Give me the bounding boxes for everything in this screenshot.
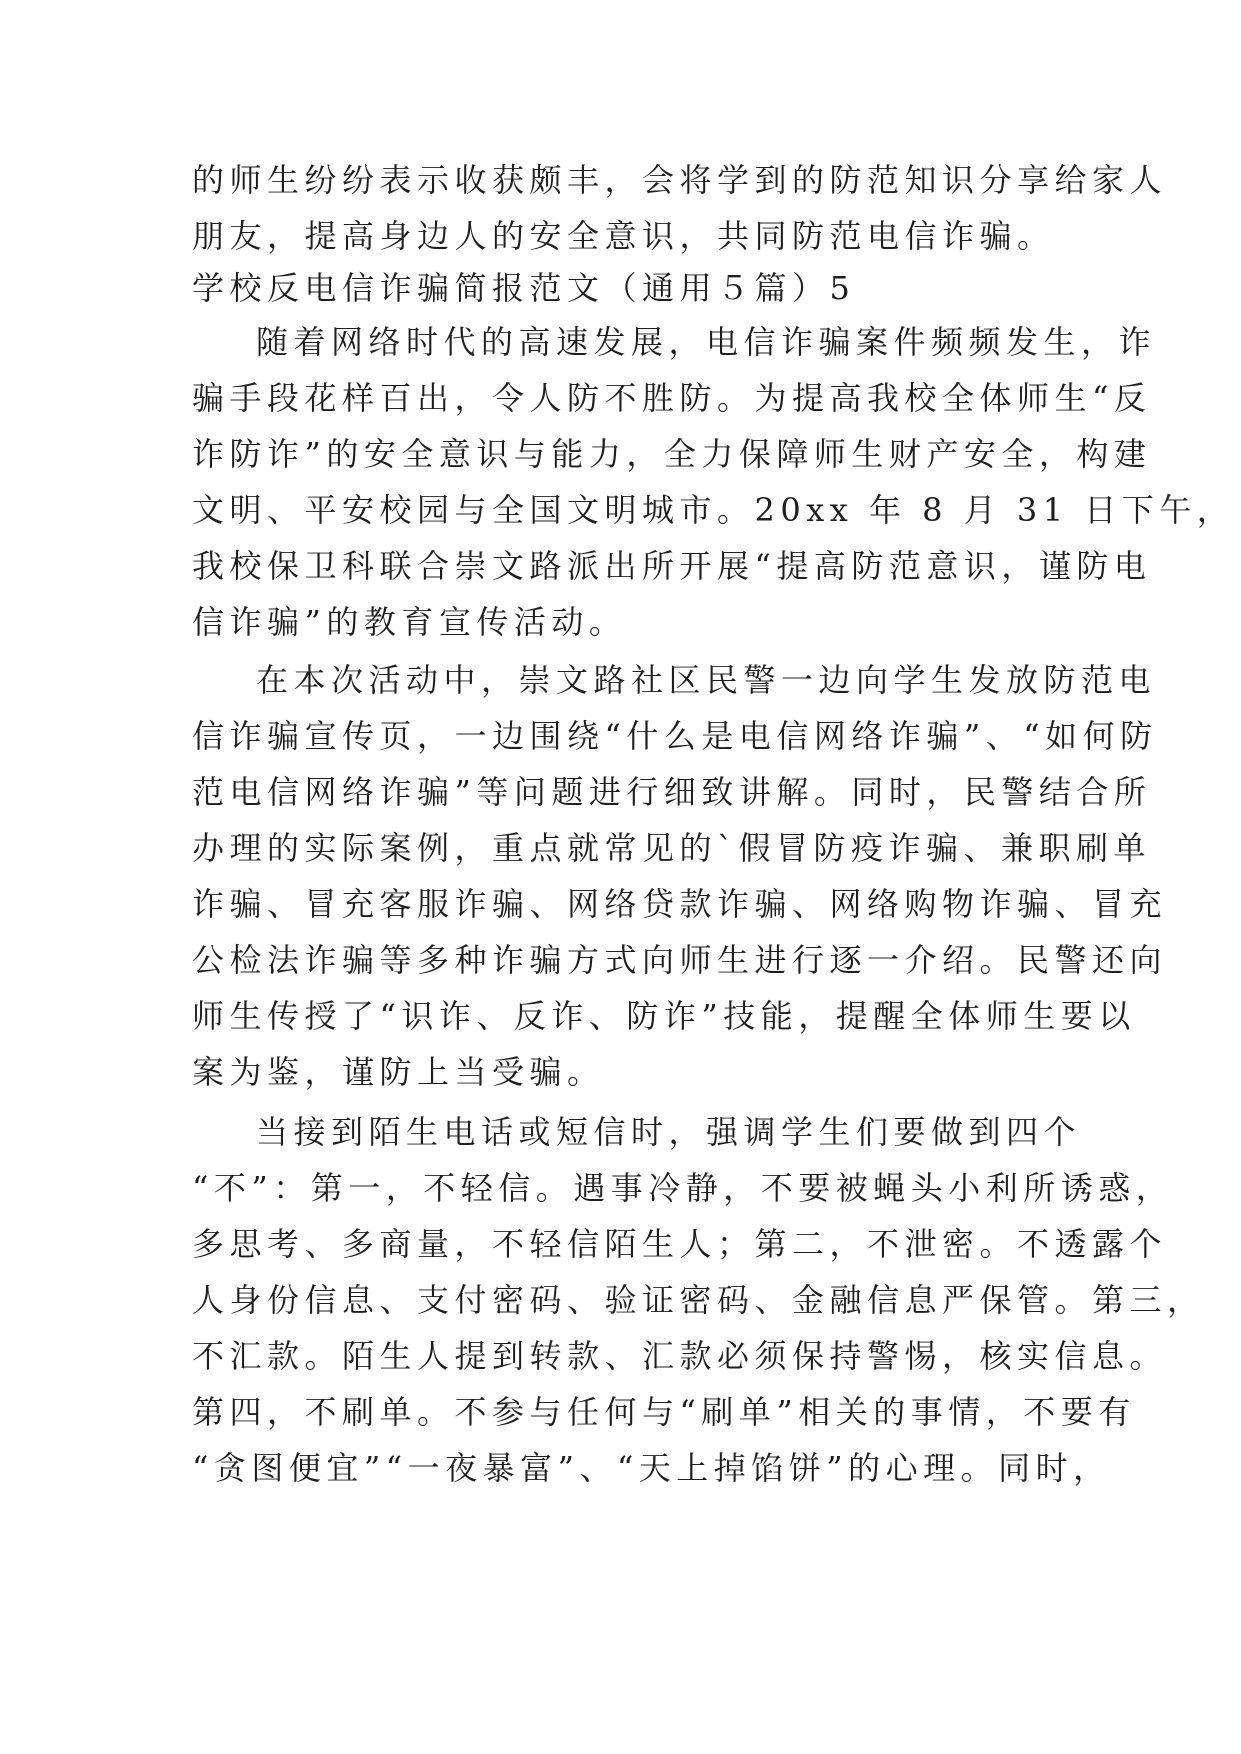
paragraph-line: 案为鉴，谨防上当受骗。	[192, 1053, 605, 1091]
paragraph-line: 不汇款。陌生人提到转款、汇款必须保持警惕，核实信息。	[192, 1337, 1168, 1375]
paragraph-line: 公检法诈骗等多种诈骗方式向师生进行逐一介绍。民警还向	[192, 941, 1168, 979]
paragraph-line: 在本次活动中，崇文路社区民警一边向学生发放防范电	[256, 661, 1157, 699]
paragraph-line: 随着网络时代的高速发展，电信诈骗案件频频发生，诈	[256, 323, 1157, 361]
paragraph-line: “不”：第一，不轻信。遇事冷静，不要被蝇头小利所诱惑，	[192, 1169, 1174, 1207]
section-title: 学校反电信诈骗简报范文（通用５篇）5	[192, 269, 856, 307]
paragraph-line: 我校保卫科联合崇文路派出所开展“提高防范意识，谨防电	[192, 547, 1152, 585]
paragraph-line: 朋友，提高身边人的安全意识，共同防范电信诈骗。	[192, 217, 1055, 255]
paragraph-line: 信诈骗”的教育宣传活动。	[192, 603, 627, 641]
paragraph-line: 信诈骗宣传页，一边围绕“什么是电信网络诈骗”、“如何防	[192, 717, 1158, 755]
paragraph-line: 办理的实际案例，重点就常见的`假冒防疫诈骗、兼职刷单	[192, 829, 1152, 867]
paragraph-line: 第四，不刷单。不参与任何与“刷单”相关的事情，不要有	[192, 1393, 1136, 1431]
paragraph-line: 诈骗、冒充客服诈骗、网络贷款诈骗、网络购物诈骗、冒充	[192, 885, 1168, 923]
paragraph-line: “贪图便宜”“一夜暴富”、“天上掉馅饼”的心理。同时，	[192, 1449, 1111, 1487]
paragraph-line: 诈防诈”的安全意识与能力，全力保障师生财产安全，构建	[192, 435, 1152, 473]
paragraph-line: 人身份信息、支付密码、验证密码、金融信息严保管。第三，	[192, 1281, 1205, 1319]
paragraph-line: 多思考、多商量，不轻信陌生人；第二，不泄密。不透露个	[192, 1225, 1168, 1263]
paragraph-line: 的师生纷纷表示收获颇丰，会将学到的防范知识分享给家人	[192, 161, 1168, 199]
paragraph-line: 范电信网络诈骗”等问题进行细致讲解。同时，民警结合所	[192, 773, 1152, 811]
paragraph-line: 文明、平安校园与全国文明城市。20xx 年 8 月 31 日下午，	[192, 491, 1235, 529]
paragraph-line: 当接到陌生电话或短信时，强调学生们要做到四个	[256, 1113, 1082, 1151]
paragraph-line: 骗手段花样百出，令人防不胜防。为提高我校全体师生“反	[192, 379, 1152, 417]
paragraph-line: 师生传授了“识诈、反诈、防诈”技能，提醒全体师生要以	[192, 997, 1136, 1035]
